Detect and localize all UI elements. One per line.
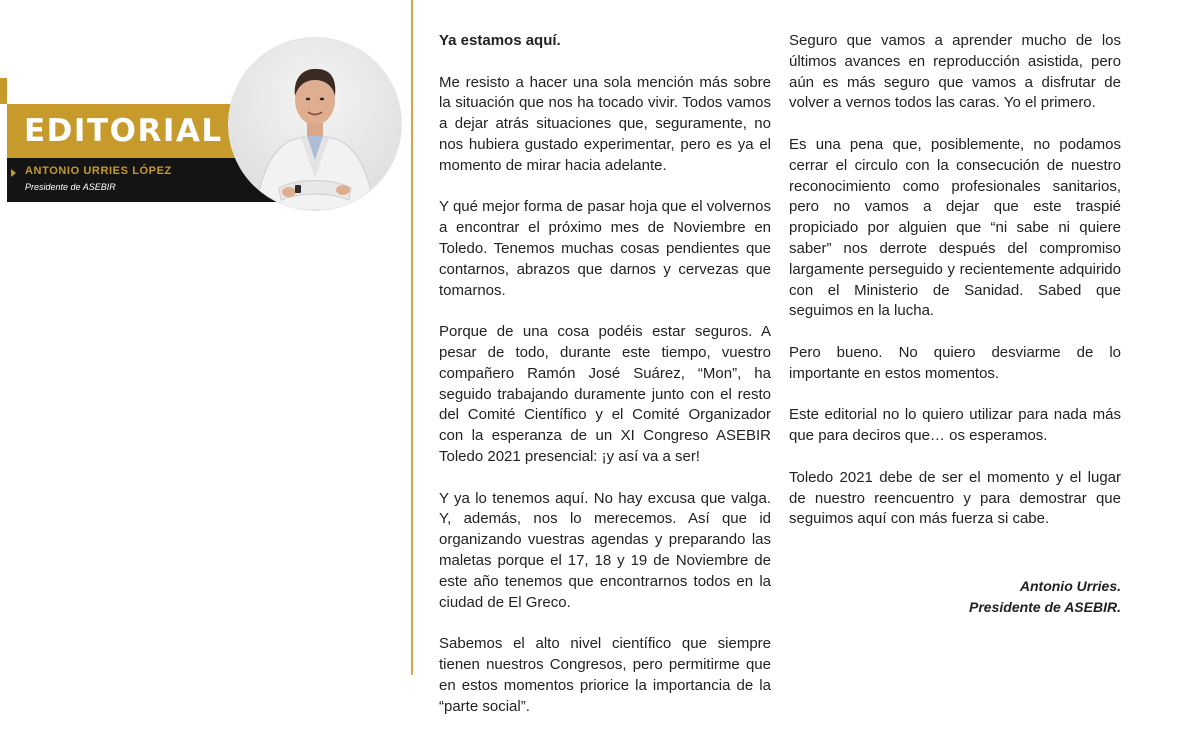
- triangle-bullet-icon: [11, 169, 16, 177]
- paragraph: Este editorial no lo quiero utilizar para nada más que para deciros que… os esperamos.: [789, 406, 1121, 445]
- signature-role: Presidente de ASEBIR.: [969, 598, 1121, 615]
- author-name: ANTONIO URRIES LÓPEZ: [25, 165, 172, 177]
- paragraph: Toledo 2021 debe de ser el momento y el lugar de nuestro reencuentro y para demostrar que seguimos aquí con más fuerza si cabe.: [789, 468, 1121, 528]
- paragraph: Pero bueno. No quiero desviarme de lo importante en estos momentos.: [789, 343, 1121, 382]
- signature: [789, 576, 1121, 617]
- paragraph: Me resisto a hacer una sola mención más sobre la situación que nos ha tocado vivir. Todos vamos a dejar atrás situaciones que, seguramente, no nos hubiera gustado experimentar, pero es ya el momento de mirar hacia adelante.: [439, 73, 771, 174]
- author-role: Presidente de ASEBIR: [25, 182, 116, 192]
- article-column-1: [439, 31, 771, 738]
- portrait-icon: [229, 38, 401, 210]
- paragraph: Seguro que vamos a aprender mucho de los últimos avances en reproducción asistida, pero aún es más seguro que vamos a disfrutar de volver a vernos todos las caras. Yo el primero.: [789, 32, 1121, 112]
- signature-name: Antonio Urries.: [1019, 578, 1121, 594]
- editorial-header-panel: [0, 0, 412, 675]
- column-divider: [411, 0, 413, 675]
- section-title: EDITORIAL: [24, 113, 223, 149]
- article-heading: Ya estamos aquí.: [439, 32, 561, 49]
- article-column-2: [789, 31, 1121, 551]
- paragraph: Porque de una cosa podéis estar seguros. A pesar de todo, durante este tiempo, vuestro compañero Ramón José Suárez, “Mon”, ha seguido trabajando duramente junto con el resto del Comité Científico y el Comité Organizador con la esperanza de un XI Congreso ASEBIR Toledo 2021 presencial: ¡y así va a ser!: [439, 323, 771, 465]
- paragraph: Y ya lo tenemos aquí. No hay excusa que valga. Y, además, nos lo merecemos. Así que id organizando vuestras agendas y preparando las maletas porque el 17, 18 y 19 de Noviembre de este año tenemos que encontrarnos todos en la ciudad de El Greco.: [439, 489, 771, 611]
- paragraph: Es una pena que, posiblemente, no podamos cerrar el circulo con la consecución de nuestro reconocimiento como profesionales sanitarios, pero no vamos a dejar que este traspié propiciado por alguien que “ni sabe ni quiere saber” nos derrote después del compromiso largamente perseguido y recientemente adquirido con el Ministerio de Sanidad. Sabed que seguimos en la lucha.: [789, 135, 1121, 320]
- gold-accent-bar: [0, 78, 7, 104]
- author-photo: [228, 37, 402, 211]
- paragraph: Sabemos el alto nivel científico que siempre tienen nuestros Congresos, pero permitirme que en estos momentos priorice la importancia de la “parte social”.: [439, 635, 771, 715]
- paragraph: Y qué mejor forma de pasar hoja que el volvernos a encontrar el próximo mes de Noviembre en Toledo. Tenemos muchas cosas pendientes que contarnos, abrazos que darnos y cervezas que tomarnos.: [439, 198, 771, 299]
